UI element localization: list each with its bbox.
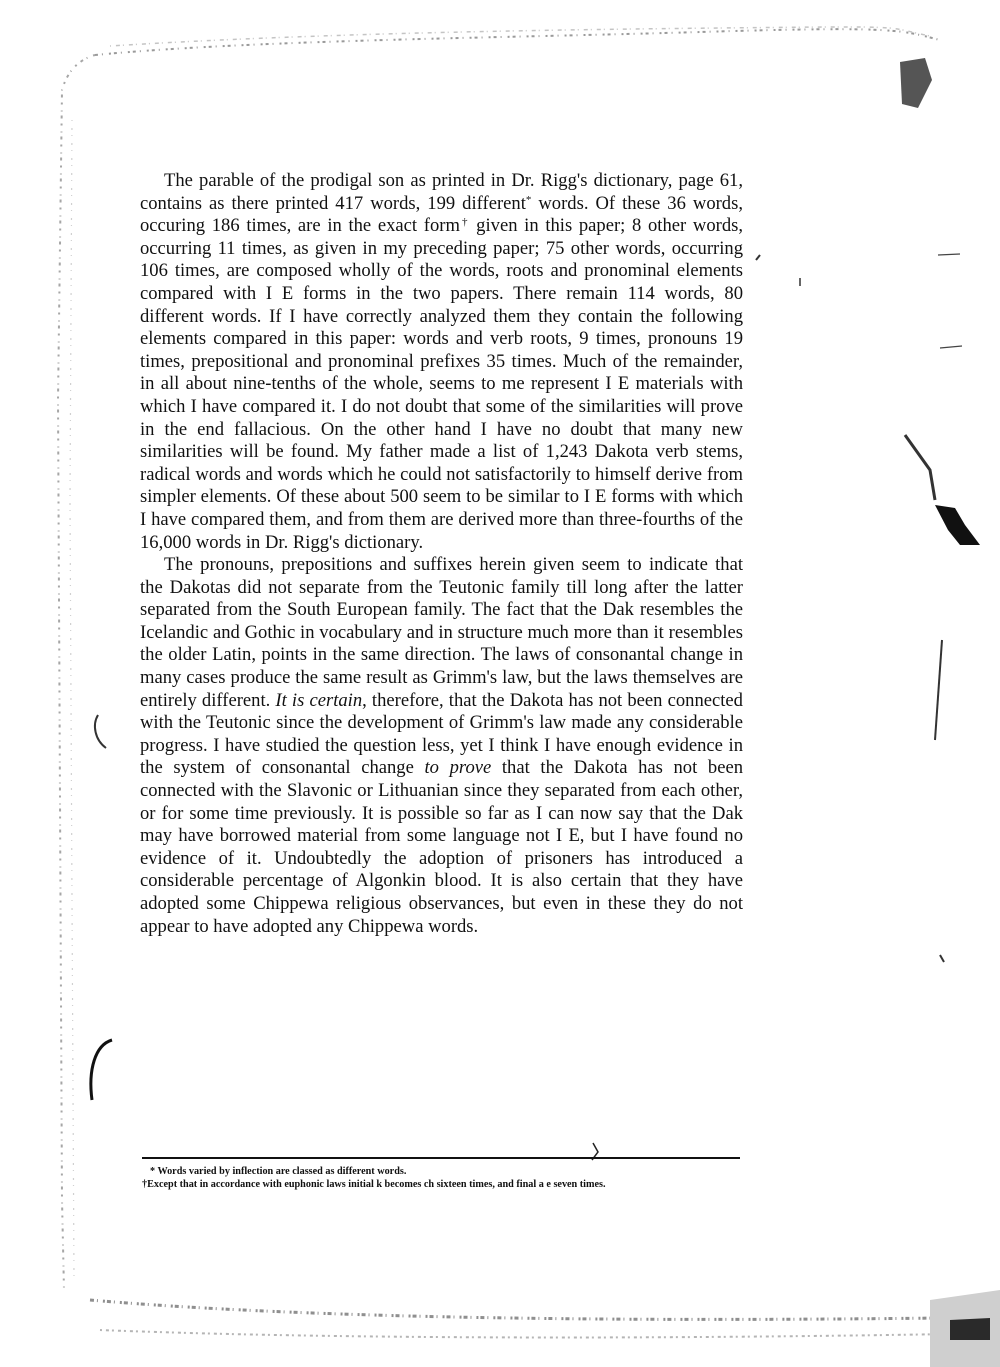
paragraph-1-part-a: The parable of the prodigal son as printed in Dr. Rigg's dictionary, page 61, contains as there printed 417 words, 199 different	[140, 170, 743, 214]
footnotes	[142, 1166, 742, 1191]
footnote-2: †Except that in accordance with euphonic laws initial k becomes ch sixteen times, and final a e seven times.	[142, 1178, 606, 1190]
paragraph-2-part-a: The pronouns, prepositions and suffixes herein given seem to indicate that the Dakotas did not separate from the Teutonic family till long after the latter separated from the South European family. The fact that the Dak resembles the Icelandic and Gothic in vocabulary and in structure much more than it resembles the older Latin, points in the same direction. The laws of consonantal change in many cases produce the same result as Grimm's law, but the laws themselves are entirely different.	[140, 554, 743, 711]
paragraph-1-part-b: words. Of these 36 words, occuring 186 times, are in the exact form	[140, 192, 743, 237]
paragraph-1	[140, 170, 743, 554]
body-text	[140, 170, 743, 938]
footnote-1: * Words varied by inflection are classed as different words.	[150, 1166, 407, 1177]
paragraph-2-part-c: that the Dakota has not been connected with the Slavonic or Lithuanian since they separated from each other, or for some time previously. It is possible so far as I can now say that the Dak may have borrowed material from some language not I E, but I have found no evidence of it. Undoubtedly the adoption of prisoners has introduced a considerable percentage of Algonkin blood. It is also certain that they have adopted some Chippewa religious observances, but even in these they do not appear to have adopted any Chippewa words.	[140, 757, 743, 937]
paragraph-2-part-b: , therefore, that the Dakota has not been connected with the Teutonic since the development of Grimm's law made any considerable progress. I have studied the question less, yet I think I have enough evidence in the system of consonantal change	[140, 689, 743, 779]
footnote-mark-dagger: †	[459, 216, 470, 229]
paragraph-2	[140, 554, 743, 938]
paragraph-1-part-c: given in this paper; 8 other words, occurring 11 times, as given in my preceding paper; 75 other words, occurring 106 times, are composed wholly of the words, roots and pronominal elements compared with I E forms in the two papers. There remain 114 words, 80 different words. If I have correctly analyzed them they contain the following elements compared in this paper: words and verb roots, 9 times, pronouns 19 times, prepositional and pronominal prefixes 35 times. Much of the remainder, in all about nine-tenths of the whole, seems to me represent I E materials with which I have compared it. I do not doubt that some of the similarities will prove in the end fallacious. On the other hand I have no doubt that many new similarities will be found. My father made a list of 1,243 Dakota verb stems, radical words and words which he could not satisfactorily to himself derive from simpler elements. Of these about 500 seem to be similar to I E forms with which I have compared them, and from them are derived more than three-fourths of the 16,000 words in Dr. Rigg's dictionary.	[140, 215, 743, 553]
paragraph-2-emphasis-a: It is certain	[275, 689, 363, 711]
paragraph-2-emphasis-b: to prove	[424, 757, 492, 779]
footnote-divider	[142, 1157, 740, 1159]
footnote-mark-asterisk: *	[525, 193, 532, 206]
